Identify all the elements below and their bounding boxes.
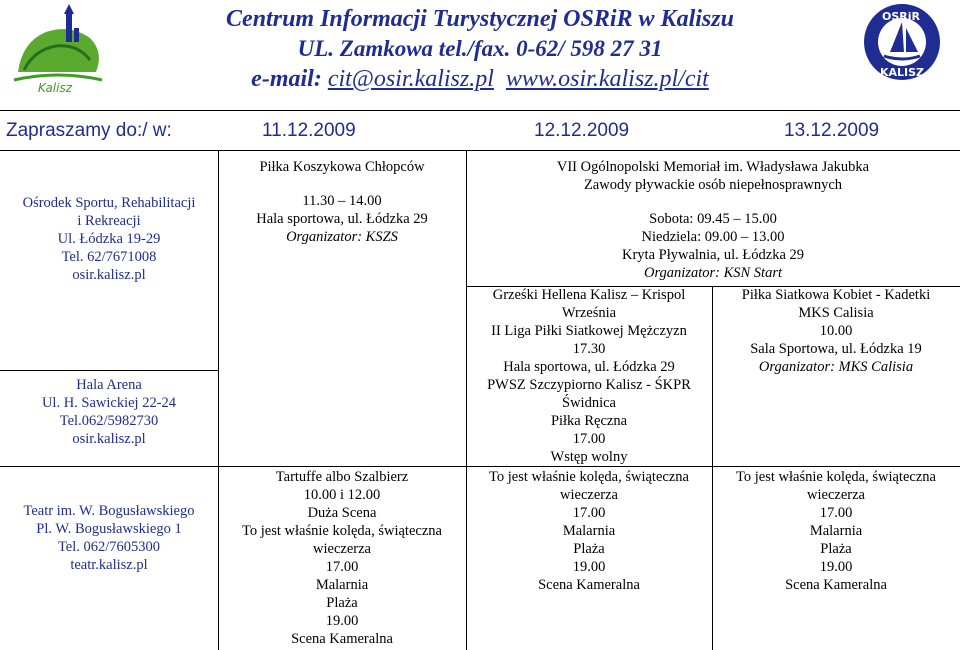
page-header bbox=[0, 0, 960, 100]
osrir-logo bbox=[852, 2, 952, 84]
event-title: VII Ogólnopolski Memoriał im. Władysława Jakubka bbox=[556, 159, 870, 175]
theatre-row-border bbox=[0, 466, 960, 467]
venue-line: Tel. 62/7671008 bbox=[61, 249, 157, 265]
event-stage: Malarnia bbox=[809, 523, 863, 539]
event-place: Hala sportowa, ul. Łódzka 29 bbox=[503, 359, 675, 375]
event-title: Tartuffe albo Szalbierz bbox=[275, 469, 409, 485]
event-organizer: Organizator: MKS Calisia bbox=[758, 359, 914, 375]
venue-line: i Rekreacji bbox=[77, 213, 141, 229]
event-show: To jest właśnie kolęda, świąteczna wieczerza bbox=[736, 469, 936, 503]
event-stage: Malarnia bbox=[562, 523, 616, 539]
email-link[interactable]: cit@osir.kalisz.pl bbox=[327, 66, 494, 92]
event-stage: Scena Kameralna bbox=[291, 631, 393, 647]
event-match: Grześki Hellena Kalisz – Krispol Września bbox=[492, 287, 686, 321]
venue-line: Tel. 062/7605300 bbox=[57, 539, 161, 555]
event-time: 17.00 bbox=[325, 559, 359, 575]
header-line-3 bbox=[130, 64, 830, 94]
website-link[interactable]: www.osir.kalisz.pl/cit bbox=[505, 66, 709, 92]
kalisz-city-logo bbox=[8, 2, 108, 94]
event-stage: Scena Kameralna bbox=[785, 577, 887, 593]
venue-link[interactable]: osir.kalisz.pl bbox=[72, 267, 146, 283]
event-match: PWSZ Szczypiorno Kalisz - ŚKPR Świdnica bbox=[487, 377, 691, 411]
event-time: 19.00 bbox=[325, 613, 359, 629]
table-top-border bbox=[0, 110, 960, 111]
event-title: Piłka Siatkowa Kobiet - Kadetki bbox=[741, 287, 931, 303]
logo-right-top-text: OSRiR bbox=[882, 10, 920, 23]
venue-link[interactable]: teatr.kalisz.pl bbox=[70, 557, 148, 573]
header-line-2: UL. Zamkowa tel./fax. 0-62/ 598 27 31 bbox=[297, 36, 663, 61]
event-stage: Plaża bbox=[573, 541, 605, 557]
event-basketball bbox=[218, 158, 466, 246]
date-row bbox=[0, 116, 960, 146]
venue-line: Tel.062/5982730 bbox=[59, 413, 159, 429]
event-arena-day3 bbox=[712, 286, 960, 376]
event-theatre-day1 bbox=[218, 468, 466, 648]
event-show: To jest właśnie kolęda, świąteczna wieczerza bbox=[242, 523, 442, 557]
event-stage: Plaża bbox=[326, 595, 358, 611]
venue-line: Hala Arena bbox=[76, 377, 142, 393]
event-arena-day2 bbox=[466, 286, 712, 466]
event-time: 17.00 bbox=[572, 431, 606, 447]
event-subtitle: Zawody pływackie osób niepełnosprawnych bbox=[583, 177, 843, 193]
event-organizer: Organizator: KSZS bbox=[286, 229, 398, 245]
date-2: 12.12.2009 bbox=[534, 120, 630, 141]
event-entry: Wstęp wolny bbox=[550, 449, 628, 465]
venue-link[interactable]: osir.kalisz.pl bbox=[72, 431, 146, 447]
event-stage: Plaża bbox=[820, 541, 852, 557]
header-title-block bbox=[130, 4, 830, 94]
date-1: 11.12.2009 bbox=[262, 120, 356, 141]
event-title: Piłka Koszykowa Chłopców bbox=[259, 159, 425, 175]
event-time: 17.00 bbox=[819, 505, 853, 521]
event-place: Hala sportowa, ul. Łódzka 29 bbox=[256, 211, 428, 227]
event-place: Sala Sportowa, ul. Łódzka 19 bbox=[750, 341, 922, 357]
venue-teatr bbox=[0, 502, 218, 574]
date-row-border bbox=[0, 150, 960, 151]
event-memorial bbox=[466, 158, 960, 282]
venue-line: Ul. Łódzka 19-29 bbox=[57, 231, 161, 247]
event-time: 11.30 – 14.00 bbox=[302, 193, 382, 209]
event-time-saturday: Sobota: 09.45 – 15.00 bbox=[649, 211, 777, 227]
event-theatre-day3 bbox=[712, 468, 960, 594]
venue-divider-1 bbox=[0, 370, 218, 371]
venue-line: Ul. H. Sawickiej 22-24 bbox=[41, 395, 177, 411]
event-stage: Malarnia bbox=[315, 577, 369, 593]
logo-left-text: Kalisz bbox=[38, 81, 73, 94]
event-time: 19.00 bbox=[819, 559, 853, 575]
event-time: 10.00 i 12.00 bbox=[303, 487, 381, 503]
event-place: Kryta Pływalnia, ul. Łódzka 29 bbox=[621, 247, 804, 263]
event-time: 17.30 bbox=[572, 341, 606, 357]
event-time: 17.00 bbox=[572, 505, 606, 521]
event-sport: Piłka Ręczna bbox=[550, 413, 628, 429]
invite-label: Zapraszamy do:/ w: bbox=[6, 120, 172, 141]
event-stage: Scena Kameralna bbox=[538, 577, 640, 593]
event-stage: Duża Scena bbox=[307, 505, 377, 521]
event-time-sunday: Niedziela: 09.00 – 13.00 bbox=[641, 229, 785, 245]
date-3: 13.12.2009 bbox=[784, 120, 880, 141]
venue-line: Teatr im. W. Bogusławskiego bbox=[23, 503, 195, 519]
event-time: 10.00 bbox=[819, 323, 853, 339]
logo-right-bottom-text: KALISZ bbox=[880, 66, 925, 79]
event-time: 19.00 bbox=[572, 559, 606, 575]
event-show: To jest właśnie kolęda, świąteczna wieczerza bbox=[489, 469, 689, 503]
event-league: II Liga Piłki Siatkowej Mężczyzn bbox=[491, 323, 687, 339]
event-theatre-day2 bbox=[466, 468, 712, 594]
event-team: MKS Calisia bbox=[798, 305, 874, 321]
header-line-1: Centrum Informacji Turystycznej OSRiR w Kaliszu bbox=[226, 6, 734, 32]
venue-arena bbox=[0, 376, 218, 448]
venue-line: Ośrodek Sportu, Rehabilitacji bbox=[22, 195, 196, 211]
event-organizer: Organizator: KSN Start bbox=[643, 265, 783, 281]
venue-line: Pl. W. Bogusławskiego 1 bbox=[36, 521, 182, 537]
email-label: e-mail: bbox=[251, 66, 328, 92]
venue-osir bbox=[0, 194, 218, 284]
